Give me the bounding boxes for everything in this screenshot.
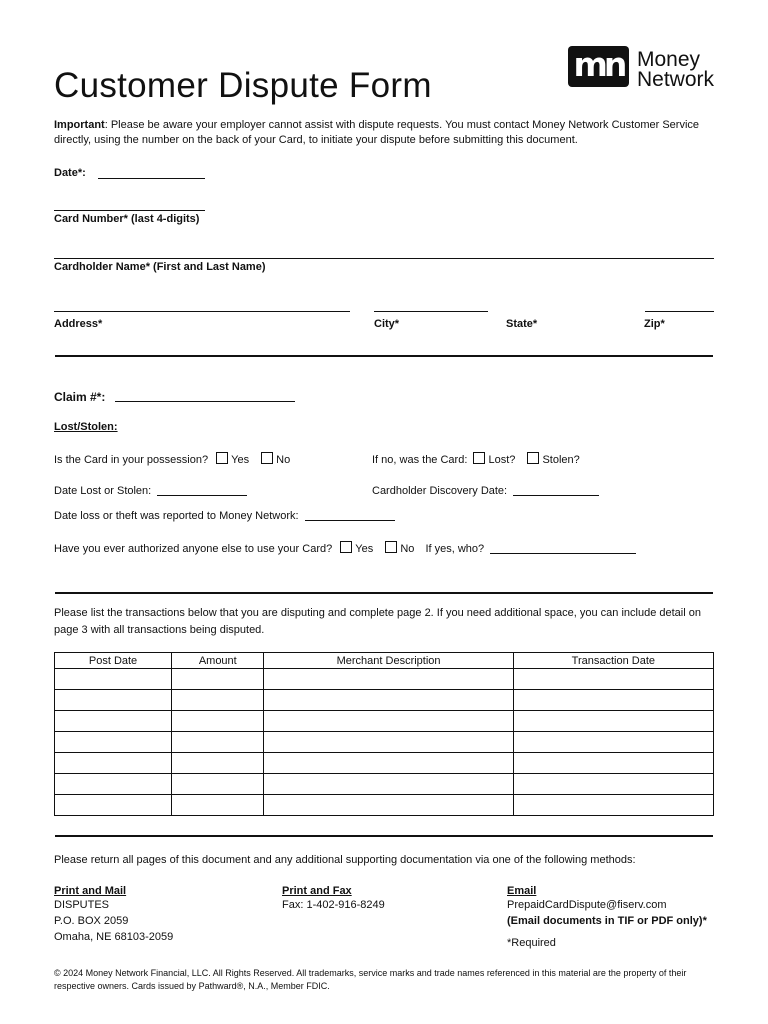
- table-row: [55, 774, 714, 795]
- fax-heading: Print and Fax: [282, 885, 352, 897]
- table-cell[interactable]: [264, 774, 513, 795]
- claim-label: Claim #*:: [54, 390, 106, 404]
- date-lost-label: Date Lost or Stolen:: [54, 485, 152, 497]
- lost-or-stolen-row: [372, 452, 580, 466]
- required-note: *Required: [507, 937, 556, 949]
- table-cell[interactable]: [172, 732, 264, 753]
- lost-checkbox[interactable]: [473, 452, 485, 464]
- return-instructions: Please return all pages of this document and any additional supporting documentation via one of the following methods:: [54, 854, 636, 866]
- table-cell[interactable]: [55, 774, 172, 795]
- table-row: [55, 795, 714, 816]
- table-cell[interactable]: [513, 795, 713, 816]
- section-divider: [55, 592, 713, 594]
- lost-label: Lost?: [488, 454, 516, 466]
- date-lost-field[interactable]: [157, 484, 247, 496]
- mail-heading: Print and Mail: [54, 885, 127, 897]
- address-label: Address*: [54, 318, 103, 330]
- table-cell[interactable]: [172, 690, 264, 711]
- card-number-label: Card Number* (last 4-digits): [54, 213, 200, 225]
- email-address[interactable]: PrepaidCardDispute@fiserv.com: [507, 899, 667, 911]
- state-label: State*: [506, 318, 538, 330]
- money-network-logo-mark: mn: [568, 46, 629, 87]
- claim-field[interactable]: [115, 401, 295, 402]
- table-row: [55, 711, 714, 732]
- table-cell[interactable]: [172, 774, 264, 795]
- column-header: Merchant Description: [264, 653, 513, 669]
- discovery-date-field[interactable]: [513, 484, 599, 496]
- transactions-instructions: Please list the transactions below that you are disputing and complete page 2. If you need additional space, you can include detail on page 3 with all transactions being disputed.: [54, 607, 701, 636]
- table-cell[interactable]: [264, 795, 513, 816]
- table-cell[interactable]: [55, 753, 172, 774]
- mail-method: [54, 885, 173, 945]
- mail-line1: DISPUTES: [54, 899, 110, 911]
- date-reported-label: Date loss or theft was reported to Money Network:: [54, 510, 299, 522]
- table-row: [55, 669, 714, 690]
- transactions-table: [54, 652, 714, 816]
- possession-question-row: [54, 452, 290, 466]
- date-label: Date*:: [54, 167, 86, 179]
- table-cell[interactable]: [55, 795, 172, 816]
- table-row: [55, 753, 714, 774]
- money-network-logo-text: Money Network: [637, 48, 715, 91]
- authorized-row: [54, 541, 636, 555]
- important-notice: Important: Please be aware your employer cannot assist with dispute requests. You must contact Money Network Customer Service directly, using the number on the back of your Card, to initiate your dispute before submitting this document.: [54, 119, 700, 146]
- authorized-yes-label: Yes: [355, 543, 374, 555]
- column-header: Amount: [172, 653, 264, 669]
- email-heading: Email: [507, 885, 537, 897]
- table-cell[interactable]: [55, 711, 172, 732]
- possession-no-checkbox[interactable]: [261, 452, 273, 464]
- fax-number: Fax: 1-402-916-8249: [282, 899, 385, 911]
- if-yes-who-field[interactable]: [490, 542, 636, 554]
- stolen-label: Stolen?: [542, 454, 580, 466]
- zip-label: Zip*: [644, 318, 665, 330]
- copyright-footer: © 2024 Money Network Financial, LLC. All Rights Reserved. All trademarks, service marks and trade names referenced in this material are the property of their respective owners. Cards issued by Pathward®, N.A., Member FDIC.: [54, 968, 687, 991]
- table-cell[interactable]: [55, 690, 172, 711]
- table-cell[interactable]: [55, 669, 172, 690]
- section-divider: [55, 835, 713, 837]
- date-field[interactable]: [98, 178, 205, 179]
- page-title: Customer Dispute Form: [54, 66, 432, 105]
- if-no-question: If no, was the Card:: [372, 454, 468, 466]
- address-field[interactable]: [54, 311, 350, 312]
- table-cell[interactable]: [264, 690, 513, 711]
- table-cell[interactable]: [172, 669, 264, 690]
- email-method: [507, 885, 707, 951]
- cardholder-name-label: Cardholder Name* (First and Last Name): [54, 261, 266, 273]
- authorized-no-checkbox[interactable]: [385, 541, 397, 553]
- table-cell[interactable]: [264, 753, 513, 774]
- mail-line2: P.O. BOX 2059: [54, 915, 129, 927]
- table-cell[interactable]: [513, 732, 713, 753]
- table-cell[interactable]: [513, 690, 713, 711]
- cardholder-name-field[interactable]: [54, 258, 714, 259]
- possession-yes-checkbox[interactable]: [216, 452, 228, 464]
- stolen-checkbox[interactable]: [527, 452, 539, 464]
- date-reported-row: [54, 509, 395, 522]
- table-cell[interactable]: [513, 774, 713, 795]
- table-cell[interactable]: [264, 669, 513, 690]
- table-cell[interactable]: [172, 753, 264, 774]
- date-reported-field[interactable]: [305, 509, 395, 521]
- table-cell[interactable]: [172, 795, 264, 816]
- fax-method: [282, 885, 385, 913]
- table-row: [55, 690, 714, 711]
- table-row: [55, 732, 714, 753]
- email-format-note: (Email documents in TIF or PDF only)*: [507, 915, 707, 927]
- mail-line3: Omaha, NE 68103-2059: [54, 931, 174, 943]
- possession-no-label: No: [276, 454, 291, 466]
- discovery-date-label: Cardholder Discovery Date:: [372, 485, 508, 497]
- table-cell[interactable]: [264, 732, 513, 753]
- table-cell[interactable]: [264, 711, 513, 732]
- table-cell[interactable]: [55, 732, 172, 753]
- table-cell[interactable]: [172, 711, 264, 732]
- lost-stolen-heading: Lost/Stolen:: [54, 421, 118, 433]
- possession-yes-label: Yes: [231, 454, 250, 466]
- table-cell[interactable]: [513, 753, 713, 774]
- zip-field[interactable]: [645, 311, 714, 312]
- authorized-yes-checkbox[interactable]: [340, 541, 352, 553]
- city-field[interactable]: [374, 311, 488, 312]
- if-yes-who-label: If yes, who?: [425, 543, 485, 555]
- authorized-no-label: No: [400, 543, 415, 555]
- table-cell[interactable]: [513, 711, 713, 732]
- discovery-date-row: [372, 484, 599, 497]
- city-label: City*: [374, 318, 400, 330]
- column-header: Transaction Date: [513, 653, 713, 669]
- section-divider: [55, 355, 713, 357]
- column-header: Post Date: [55, 653, 172, 669]
- card-number-field[interactable]: [54, 210, 205, 211]
- possession-question: Is the Card in your possession?: [54, 454, 209, 466]
- date-lost-row: [54, 484, 247, 497]
- authorized-question: Have you ever authorized anyone else to use your Card?: [54, 543, 333, 555]
- table-header-row: [55, 653, 714, 669]
- table-cell[interactable]: [513, 669, 713, 690]
